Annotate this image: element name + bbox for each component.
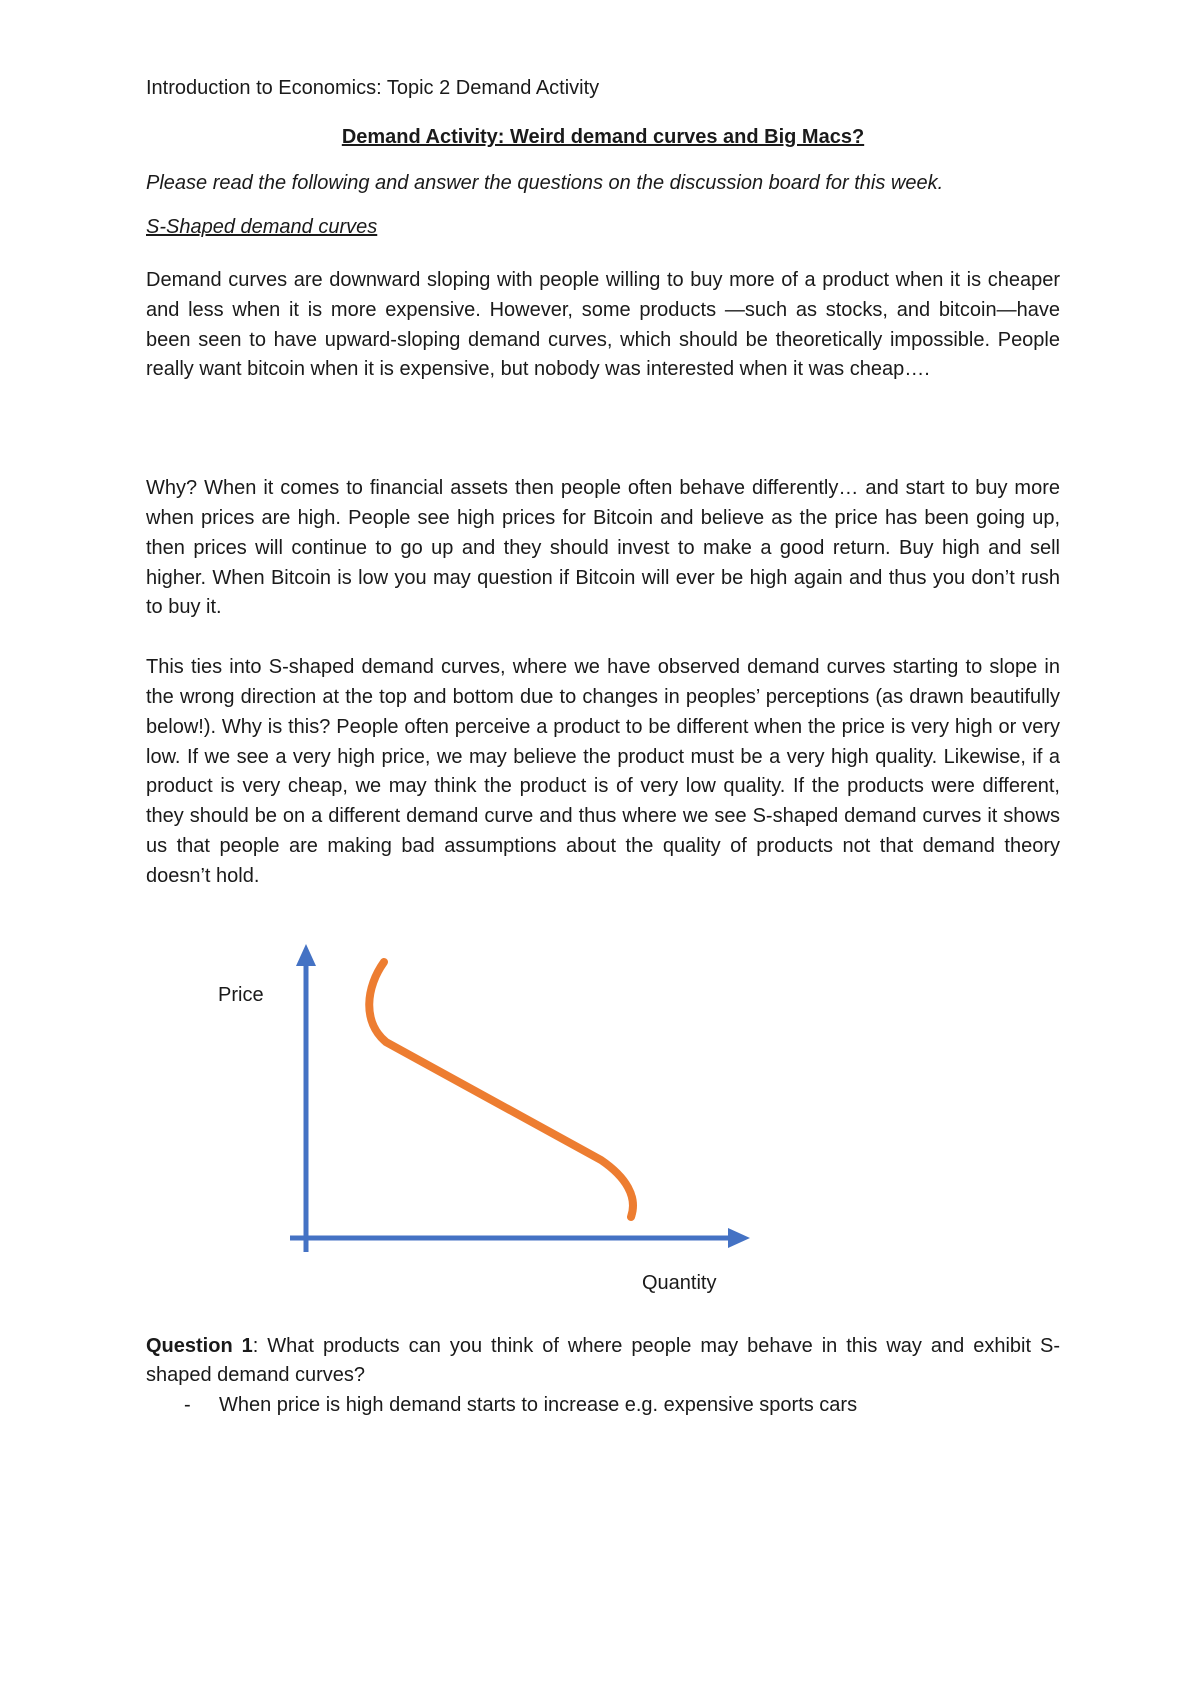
- answer-bullet: -: [184, 1394, 191, 1417]
- x-axis-arrowhead: [728, 1228, 750, 1248]
- paragraph-s-shaped: This ties into S-shaped demand curves, where we have observed demand curves starting to slope in the wrong direction at the top and bottom due to changes in peoples’ perceptions (as drawn beautifully below!). Why is this? People often perceive a product to be different when the price is very high or very low. If we see a very high price, we may believe the product must be a very high quality. Likewise, if a product is very cheap, we may think the product is of very low quality. If the products were different, they should be on a different demand curve and thus where we see S-shaped demand curves it shows us that people are making bad assumptions about the quality of products not that demand theory doesn’t hold.: [146, 656, 1060, 887]
- s-shaped-demand-figure: [146, 892, 1060, 1332]
- document-header: Introduction to Economics: Topic 2 Demand Activity: [146, 77, 600, 99]
- document-page: [146, 68, 1060, 1421]
- s-shaped-demand-curve: [369, 962, 633, 1217]
- question-1-answers: [146, 1391, 1060, 1421]
- question-1-text: : What products can you think of where people may behave in this way and exhibit S-shaped demand curves?: [146, 1334, 1060, 1387]
- y-axis-label: Price: [218, 983, 264, 1006]
- paragraph-intro: Demand curves are downward sloping with people willing to buy more of a product when it is cheaper and less when it is more expensive. However, some products —such as stocks, and bitcoin—have been seen to have upward-sloping demand curves, which should be theoretically impossible. People really want bitcoin when it is expensive, but nobody was interested when it was cheap….: [146, 269, 1060, 381]
- y-axis-arrowhead: [296, 944, 316, 966]
- answer-item: [146, 1391, 1060, 1421]
- document-title: Demand Activity: Weird demand curves and Big Macs?: [341, 126, 865, 148]
- demand-curve-diagram: [146, 892, 1060, 1332]
- instructions-text: Please read the following and answer the questions on the discussion board for this week.: [146, 172, 944, 194]
- x-axis-label: Quantity: [642, 1271, 717, 1294]
- paragraph-why: Why? When it comes to financial assets then people often behave differently… and start to buy more when prices are high. People see high prices for Bitcoin and believe as the price has been going up, then prices will continue to go up and they should invest to make a good return. Buy high and sell higher. When Bitcoin is low you may question if Bitcoin will ever be high again and thus you don’t rush to buy it.: [146, 477, 1060, 619]
- question-1: [146, 1332, 1060, 1392]
- answer-text: When price is high demand starts to increase e.g. expensive sports cars: [219, 1394, 858, 1417]
- section-heading: S-Shaped demand curves: [146, 216, 378, 238]
- question-1-label: Question 1: [146, 1334, 253, 1357]
